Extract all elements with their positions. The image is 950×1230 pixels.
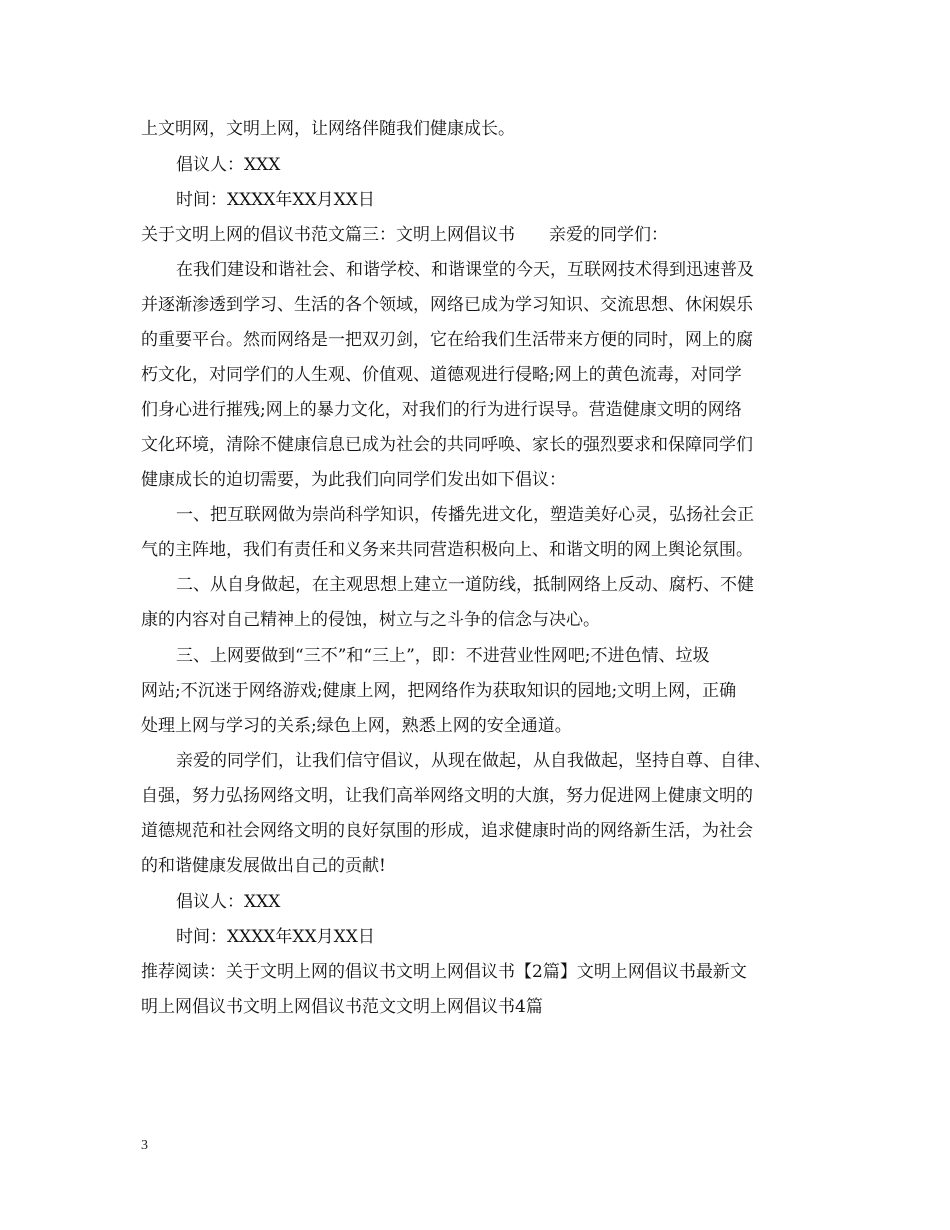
text-line: 气的主阵地，我们有责任和义务来共同营造积极向上、和谐文明的网上舆论氛围。 bbox=[141, 540, 753, 560]
date-line: 时间：XXXX年XX月XX日 bbox=[176, 190, 375, 210]
initiator-line: 倡议人：XXX bbox=[176, 155, 281, 175]
text-line: 文化环境，清除不健康信息已成为社会的共同呼唤、家长的强烈要求和保障同学们 bbox=[141, 435, 753, 455]
text-line: 的重要平台。然而网络是一把双刃剑，它在给我们生活带来方便的同时，网上的腐 bbox=[141, 330, 753, 350]
text-line: 道德规范和社会网络文明的良好氛围的形成，追求健康时尚的网络新生活，为社会 bbox=[141, 821, 753, 841]
text-line: 自强，努力弘扬网络文明，让我们高举网络文明的大旗，努力促进网上健康文明的 bbox=[141, 786, 753, 806]
recommended-reading: 明上网倡议书文明上网倡议书范文文明上网倡议书4篇 bbox=[141, 997, 543, 1017]
text-line: 的和谐健康发展做出自己的贡献! bbox=[141, 856, 386, 876]
text-line: 上文明网，文明上网，让网络伴随我们健康成长。 bbox=[141, 119, 515, 139]
text-line: 康的内容对自己精神上的侵蚀，树立与之斗争的信念与决心。 bbox=[141, 610, 600, 630]
recommended-reading: 推荐阅读：关于文明上网的倡议书文明上网倡议书【2篇】文明上网倡议书最新文 bbox=[141, 962, 747, 982]
text-line: 在我们建设和谐社会、和谐学校、和谐课堂的今天，互联网技术得到迅速普及 bbox=[176, 260, 754, 280]
text-line: 健康成长的迫切需要，为此我们向同学们发出如下倡议： bbox=[141, 470, 566, 490]
page-number: 3 bbox=[141, 1138, 148, 1153]
section-heading: 关于文明上网的倡议书范文篇三：文明上网倡议书 亲爱的同学们： bbox=[141, 225, 668, 245]
text-line: 并逐渐渗透到学习、生活的各个领域，网络已成为学习知识、交流思想、休闲娱乐 bbox=[141, 295, 753, 315]
text-line: 二、从自身做起，在主观思想上建立一道防线，抵制网络上反动、腐朽、不健 bbox=[176, 575, 754, 595]
text-line: 亲爱的同学们，让我们信守倡议，从现在做起，从自我做起，坚持自尊、自律、 bbox=[176, 751, 771, 771]
text-line: 们身心进行摧残;网上的暴力文化，对我们的行为进行误导。营造健康文明的网络 bbox=[141, 400, 742, 420]
text-line: 朽文化，对同学们的人生观、价值观、道德观进行侵略;网上的黄色流毒，对同学 bbox=[141, 365, 742, 385]
text-line: 一、把互联网做为崇尚科学知识，传播先进文化，塑造美好心灵，弘扬社会正 bbox=[176, 505, 754, 525]
date-line: 时间：XXXX年XX月XX日 bbox=[176, 927, 375, 947]
text-line: 网站;不沉迷于网络游戏;健康上网，把网络作为获取知识的园地;文明上网，正确 bbox=[141, 681, 737, 701]
text-line: 处理上网与学习的关系;绿色上网，熟悉上网的安全通道。 bbox=[141, 716, 572, 736]
text-line: 三、上网要做到“三不”和“三上”，即：不进营业性网吧;不进色情、垃圾 bbox=[176, 646, 710, 666]
initiator-line: 倡议人：XXX bbox=[176, 892, 281, 912]
